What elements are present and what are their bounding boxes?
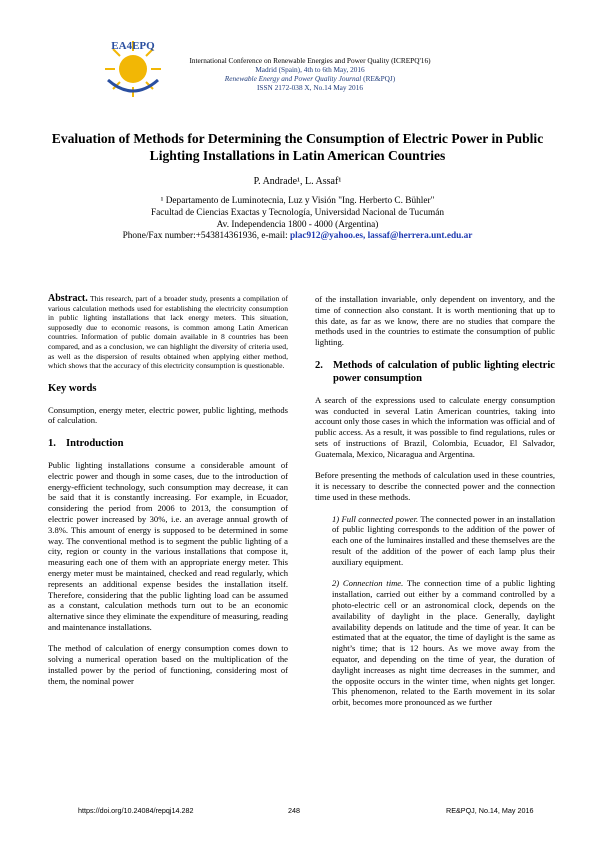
list-item-label: 1) Full connected power. bbox=[332, 513, 419, 524]
abstract-label: Abstract. bbox=[48, 293, 88, 304]
ea4epq-logo bbox=[100, 36, 166, 102]
list-item-text: The connected power in an installation of public lighting corresponds to the addition of the power of each one of the luminaires installed and these themselves are the result of the addition of the power of each lamp plus their auxiliary equipment. bbox=[332, 513, 556, 567]
affiliation-address: Av. Independencia 1800 - 4000 (Argentina) bbox=[216, 219, 379, 230]
list-item-text: The connection time of a public lighting installation, carried out either by a command controlled by a photo-electric cell or an astronomical clock, depends on the availability of daylight in the place. Generally, daylight availability depends on latitude and the time of year. It can be estimated that at the equator, the time of daylight is the same as night’s time; that is 12 hours. As we move away from the equator, and depending on the time of year, the duration of daylight increases as night time decreases in the summer, and the opposite occurs in the winter time, when nights get longer. This phenomenon, related to the Earth movement in its solar orbit, becomes more pronounced as we further bbox=[332, 578, 555, 708]
intro-paragraph-2: The method of calculation of energy consumption comes down to solving a numerical operation based on the multiplication of the installed power by the period of functioning, considering most of them, the nominal power bbox=[48, 643, 288, 686]
contact-emails[interactable]: plac912@yahoo.es, lassaf@herrera.unt.edu.ar bbox=[290, 231, 473, 242]
journal-name: Renewable Energy and Power Quality Journal bbox=[224, 74, 362, 83]
list-item-label: 2) Connection time. bbox=[332, 578, 404, 589]
section-number: 1. bbox=[48, 437, 56, 449]
list-item-connected-power bbox=[315, 514, 555, 568]
section-title: Introduction bbox=[66, 437, 124, 449]
affiliation-faculty: Facultad de Ciencias Exactas y Tecnología, Universidad Nacional de Tucumán bbox=[151, 207, 444, 218]
conference-location-date: Madrid (Spain), 4th to 6th May, 2016 bbox=[255, 65, 365, 74]
affiliation-block bbox=[40, 196, 555, 243]
logo-text: EA4EPQ bbox=[111, 40, 155, 52]
section-title: Methods of calculation of public lighting electric power consumption bbox=[333, 359, 555, 384]
affiliation-department: ¹ Departamento de Luminotecnia, Luz y Visión "Ing. Herberto C. Bühler" bbox=[160, 196, 435, 206]
journal-name-line bbox=[160, 74, 460, 83]
section-heading-introduction bbox=[48, 437, 288, 450]
list-item-connection-time bbox=[315, 578, 555, 708]
section-number: 2. bbox=[315, 359, 323, 371]
keywords-heading: Key words bbox=[48, 382, 97, 394]
paper-title: Evaluation of Methods for Determining the Consumption of Electric Power in Public Lighting Installations in Latin American Countries bbox=[51, 131, 544, 163]
footer-page-number: 248 bbox=[288, 806, 300, 815]
issn-line: ISSN 2172-038 X, No.14 May 2016 bbox=[256, 83, 363, 92]
footer-doi-link[interactable]: https://doi.org/10.24084/repqj14.282 bbox=[78, 806, 194, 815]
affiliation-contact bbox=[40, 231, 555, 243]
paragraph-continued: of the installation invariable, only dependent on inventory, and the time of connection also constant. It is worth mentioning that up to this date, as far as we know, there are no studies that compare the methods used in the countries to estimate the consumption of public lighting. bbox=[315, 294, 555, 348]
conference-header bbox=[160, 56, 460, 92]
intro-paragraph-1: Public lighting installations consume a considerable amount of electric power and though in some cases, due to the introduction of energy-efficient technology, such consumption may decrease, it can be said that it is constantly increasing. For example, in Ecuador, considering the period from 2006 to 2013, the consumption of electric power increased by 30%, i.e. an average annual growth of 3.8%. This amount of energy is supposed to be determined in some way. The conventional method is to segment the public lighting of a city, region or county in the various installations that compose it, measuring each one of them with an appropriate energy meter. This energy meter must be maintained, checked and read regularly, which represents an additional expense besides the installation itself. Therefore, considering that the public lighting load can be assumed as a constant, calculation methods turn out to be an economic alternative since they eliminate the expenditure of measuring, reading and maintenance installations. bbox=[48, 459, 288, 632]
section-heading-methods bbox=[315, 359, 555, 385]
left-column bbox=[48, 294, 288, 697]
footer-journal: RE&PQJ, No.14, May 2016 bbox=[446, 806, 534, 815]
abstract bbox=[48, 294, 288, 371]
paper-authors: P. Andrade¹, L. Assaf¹ bbox=[253, 176, 342, 187]
abstract-text: This research, part of a broader study, presents a compilation of various calculation methods used for establishing the electricity consumption in public lighting installations that lack energy meters. This situation, supposedly due to economic reasons, is common among Latin American countries. Information of public domain available in 8 countries has been compared, and as a conclusion, we can highlight the diversity of criteria used, as well as the dispersion of results obtained when applying either method, which shows that the accuracy of this electricity consumption is questionable. bbox=[48, 294, 288, 371]
right-column bbox=[315, 294, 555, 708]
contact-phone: Phone/Fax number:+543814361936, e-mail: bbox=[122, 231, 290, 242]
methods-paragraph-1: A search of the expressions used to calculate energy consumption was conducted in several Latin American countries, taking into account only those cases in which the information was official and of public access. As a result, it was possible to find regulations, rules or sets of instructions of Brazil, Colombia, Ecuador, El Salvador, Guatemala, Mexico, Nicaragua and Argentina. bbox=[315, 394, 555, 459]
conference-name: International Conference on Renewable Energies and Power Quality (ICREPQ'16) bbox=[189, 56, 431, 65]
journal-abbrev: (RE&PQJ) bbox=[361, 74, 396, 83]
keywords-text: Consumption, energy meter, electric power, public lighting, methods of calculation. bbox=[48, 404, 288, 426]
methods-paragraph-2: Before presenting the methods of calculation used in these countries, it is necessary to describe the connected power and the connection time used in these methods. bbox=[315, 470, 555, 502]
